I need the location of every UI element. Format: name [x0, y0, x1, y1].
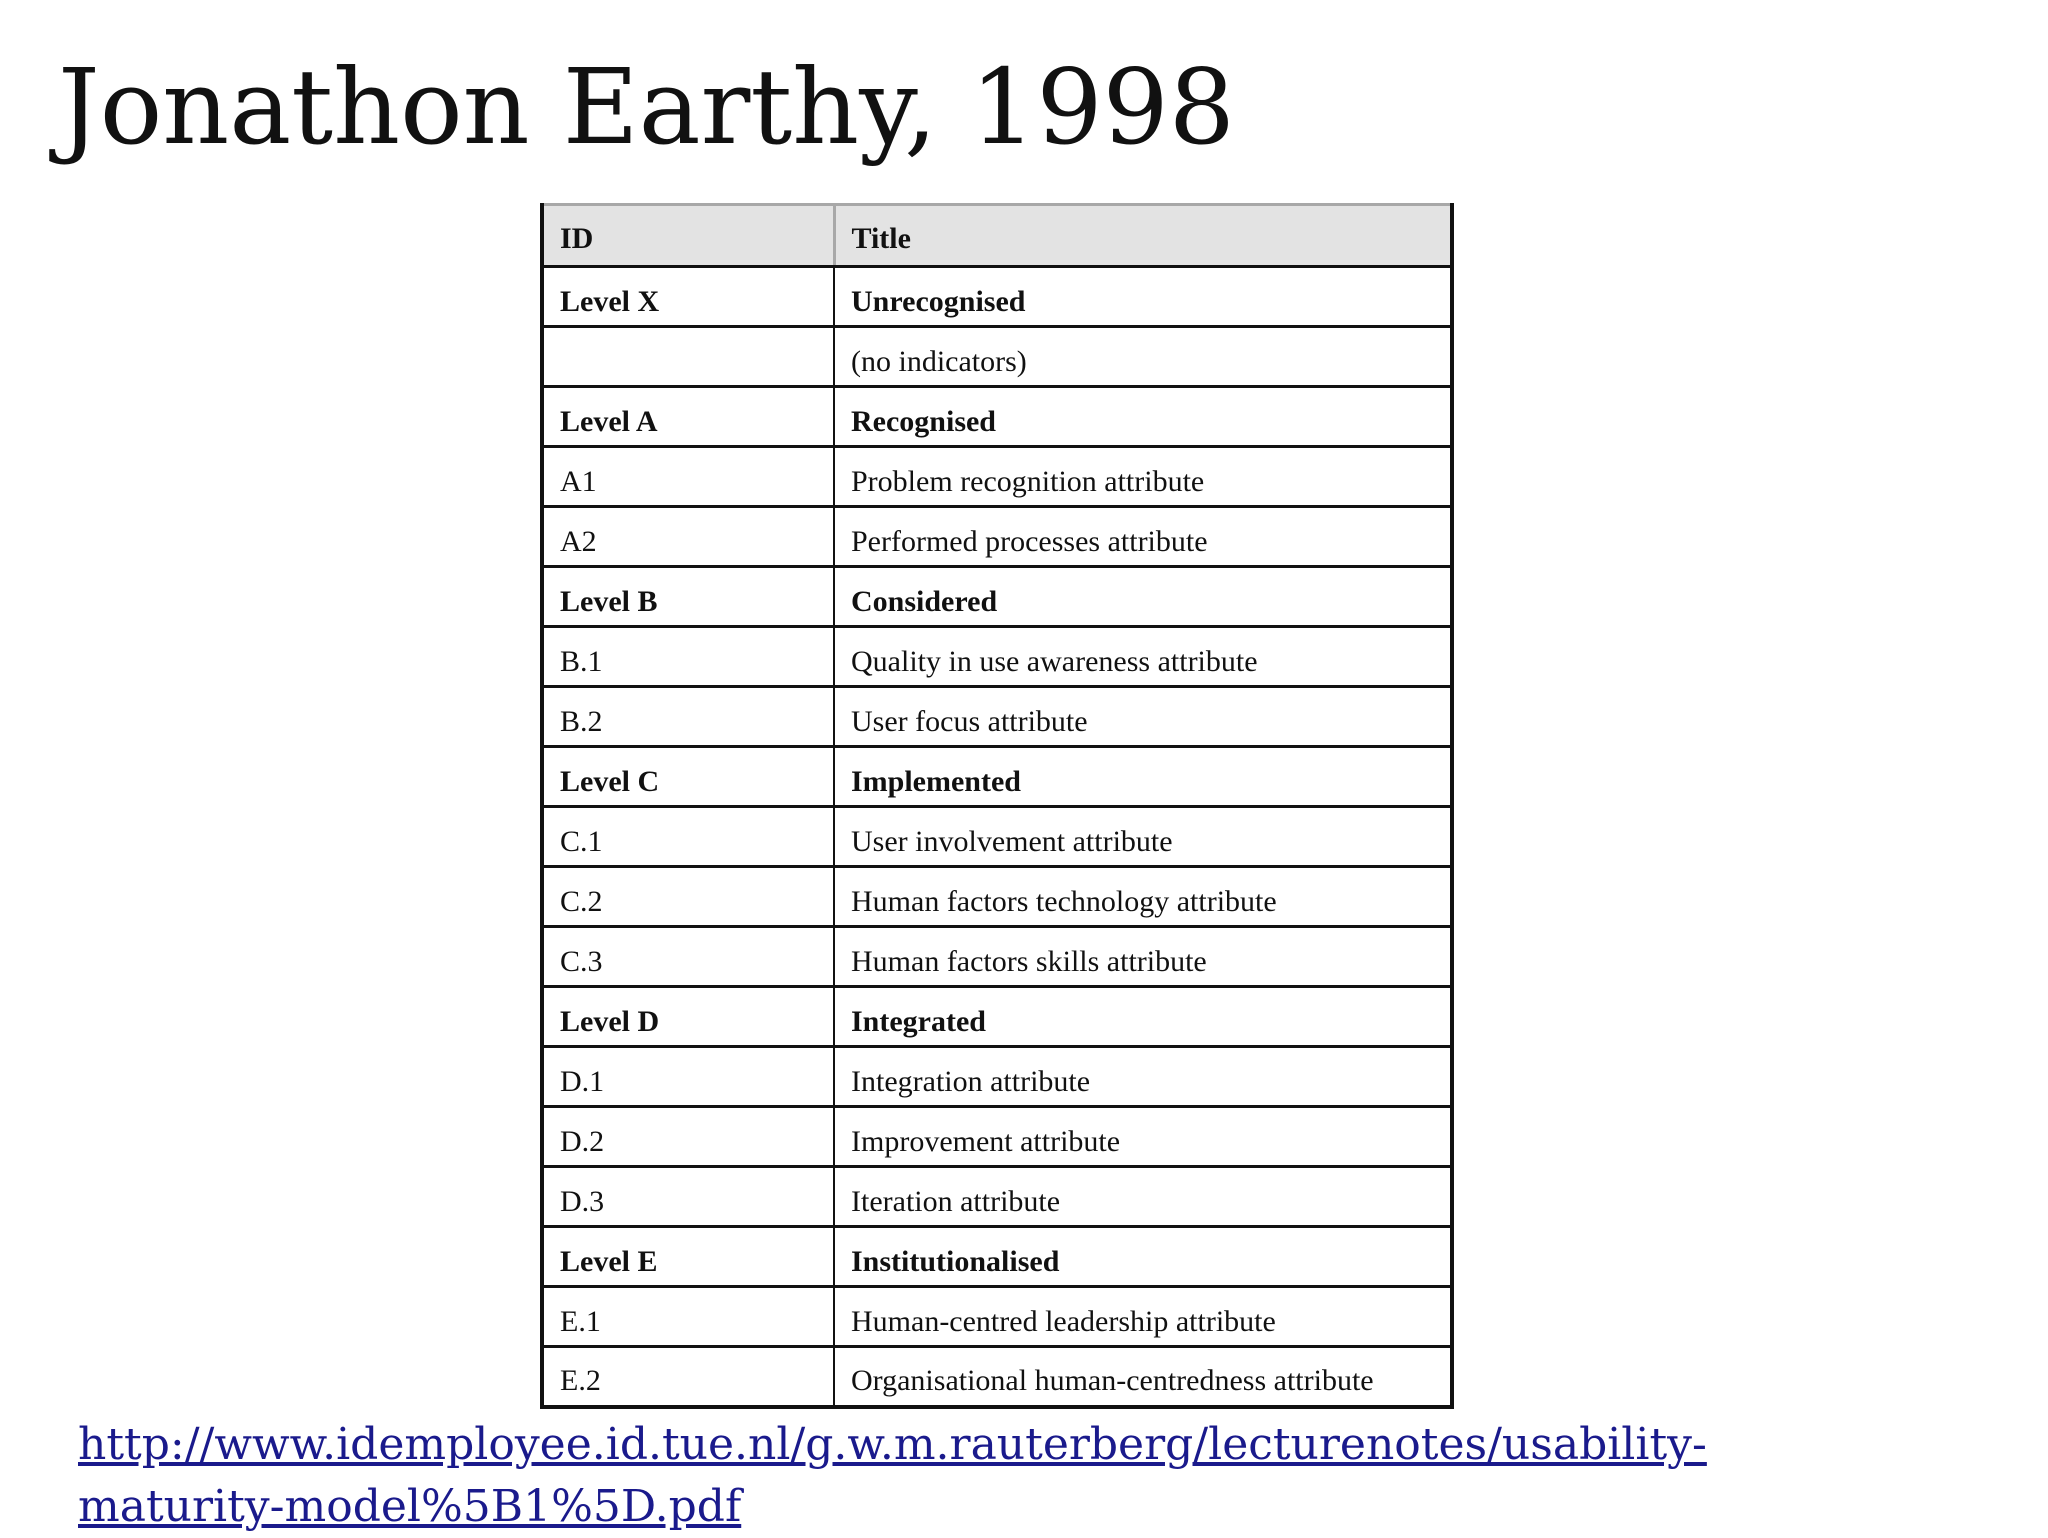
- table-row: [542, 927, 1452, 987]
- cell-title: User involvement attribute: [834, 807, 1452, 867]
- table-row: [542, 807, 1452, 867]
- cell-id: D.2: [542, 1107, 834, 1167]
- table-row: [542, 987, 1452, 1047]
- cell-id: [542, 327, 834, 387]
- table-row: [542, 627, 1452, 687]
- cell-title: Performed processes attribute: [834, 507, 1452, 567]
- table-body: [542, 267, 1452, 1407]
- cell-id: Level B: [542, 567, 834, 627]
- cell-title: (no indicators): [834, 327, 1452, 387]
- table-row: [542, 747, 1452, 807]
- cell-id: Level C: [542, 747, 834, 807]
- maturity-levels-table-container: [540, 203, 1450, 1409]
- cell-title: Quality in use awareness attribute: [834, 627, 1452, 687]
- cell-title: User focus attribute: [834, 687, 1452, 747]
- table-row: [542, 1347, 1452, 1407]
- table-row: [542, 447, 1452, 507]
- cell-title: Human factors skills attribute: [834, 927, 1452, 987]
- table-row: [542, 1107, 1452, 1167]
- table-row: [542, 1167, 1452, 1227]
- cell-title: Considered: [834, 567, 1452, 627]
- table-row: [542, 1047, 1452, 1107]
- maturity-levels-table: [540, 203, 1454, 1409]
- cell-title: Implemented: [834, 747, 1452, 807]
- table-header-row: [542, 205, 1452, 267]
- source-link-line-2: maturity-model%5B1%5D.pdf: [78, 1481, 742, 1532]
- cell-id: D.1: [542, 1047, 834, 1107]
- source-link-line-1: http://www.idemployee.id.tue.nl/g.w.m.rauterberg/lecturenotes/usability-: [78, 1419, 1707, 1470]
- table-row: [542, 687, 1452, 747]
- cell-id: Level E: [542, 1227, 834, 1287]
- cell-title: Institutionalised: [834, 1227, 1452, 1287]
- cell-id: Level A: [542, 387, 834, 447]
- cell-id: Level D: [542, 987, 834, 1047]
- cell-id: C.3: [542, 927, 834, 987]
- column-header-title: Title: [834, 205, 1452, 267]
- table-row: [542, 507, 1452, 567]
- column-header-id: ID: [542, 205, 834, 267]
- cell-title: Integration attribute: [834, 1047, 1452, 1107]
- cell-title: Problem recognition attribute: [834, 447, 1452, 507]
- cell-id: C.1: [542, 807, 834, 867]
- cell-title: Unrecognised: [834, 267, 1452, 327]
- cell-id: A2: [542, 507, 834, 567]
- cell-title: Integrated: [834, 987, 1452, 1047]
- table-row: [542, 1227, 1452, 1287]
- table-row: [542, 567, 1452, 627]
- cell-id: D.3: [542, 1167, 834, 1227]
- cell-title: Iteration attribute: [834, 1167, 1452, 1227]
- cell-title: Organisational human-centredness attribute: [834, 1347, 1452, 1407]
- cell-id: A1: [542, 447, 834, 507]
- table-row: [542, 867, 1452, 927]
- cell-id: C.2: [542, 867, 834, 927]
- table-row: [542, 327, 1452, 387]
- cell-title: Human-centred leadership attribute: [834, 1287, 1452, 1347]
- cell-title: Recognised: [834, 387, 1452, 447]
- cell-id: Level X: [542, 267, 834, 327]
- cell-id: E.1: [542, 1287, 834, 1347]
- cell-id: B.1: [542, 627, 834, 687]
- cell-id: E.2: [542, 1347, 834, 1407]
- slide-title: Jonathon Earthy, 1998: [58, 46, 1235, 168]
- cell-title: Improvement attribute: [834, 1107, 1452, 1167]
- table-row: [542, 1287, 1452, 1347]
- source-link[interactable]: [78, 1414, 1838, 1538]
- table-row: [542, 267, 1452, 327]
- cell-id: B.2: [542, 687, 834, 747]
- table-row: [542, 387, 1452, 447]
- cell-title: Human factors technology attribute: [834, 867, 1452, 927]
